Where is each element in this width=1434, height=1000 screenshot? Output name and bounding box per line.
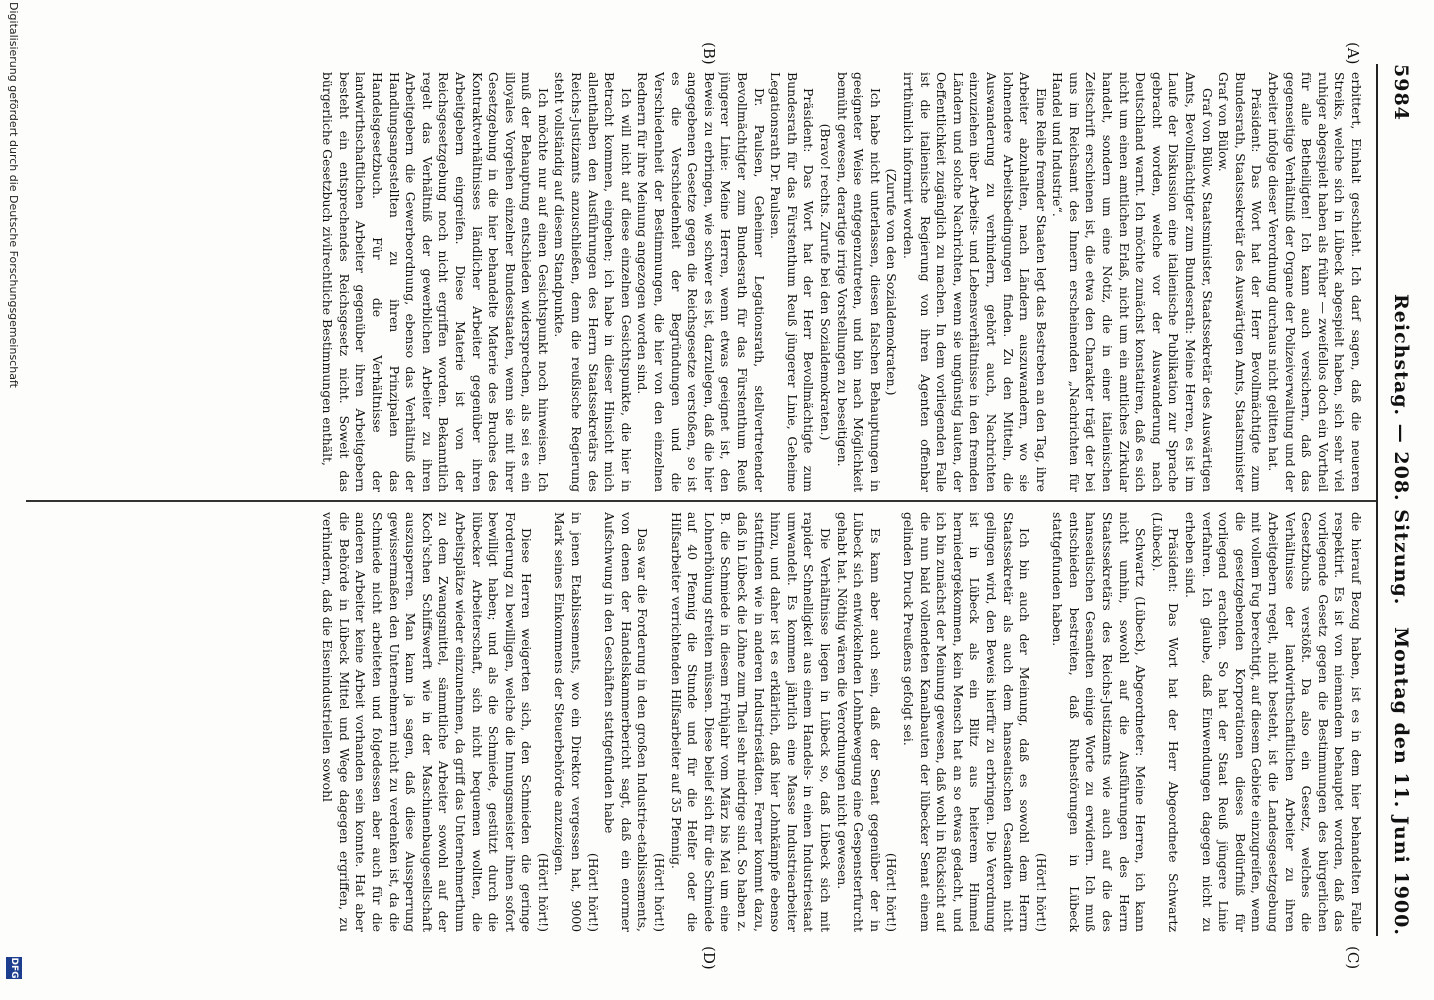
paragraph: Dr. Paulsen, Geheimer Legationsrath, stellvertretender Bevollmächtigter zum Bundesrath für das Fürstenthum Reuß jüngerer Linie: Meine Herren, wenn etwas geeignet ist, den Beweis zu erbringen, wie schwer es ist, darzulegen, daß die hier angegebenen Gesetze gegen die Reichsgesetze verstoßen, so ist es die Verschiedenheit der Begründungen und die Verschiedenheit der Bestimmungen, die hier von den einzelnen Rednern für ihre Meinung angezogen worden sind.	[635, 72, 767, 492]
paragraph: Schwartz (Lübeck), Abgeordneter: Meine Herren, ich kann nicht umhin, sowohl auf die Ausführungen des Herrn Staatssekretärs des Reichs-Justizamts wie auch auf die des hanseatischen Gesandten einige Worte zu erwidern. Ich muß entschieden bestreiten, daß Ruhestörungen in Lübeck stattgefunden haben.	[1050, 512, 1149, 932]
paragraph: die hierauf Bezug haben, ist es in dem hier behandelten Falle respektirt. Es ist von niemandem behauptet worden, daß das vorliegende Gesetz gegen die Bestimmungen des bürgerlichen Gesetzbuchs verstößt. Da also ein Gesetz, welches die Verhältnisse der landwirthschaftlichen Arbeiter zu ihren Arbeitgebern regelt, nicht besteht, ist die Landesgesetzgebung mit vollem Fug berechtigt, auf diesem Gebiete einzugreifen, wenn die gesetzgebenden Korporationen dieses Bedürfniß für vorliegend erachten. So hat der Staat Reuß jüngere Linie verfahren. Ich glaube, daß Einwendungen dagegen nicht zu erheben sind.	[1183, 512, 1364, 932]
column-divider	[26, 500, 1376, 502]
paragraph: Ich habe nicht unterlassen, diesen falschen Behauptungen in geeigneter Weise entgegenzutreten, und bin nach Möglichkeit bemüht gewesen, derartige irrige Vorstellungen zu beseitigen.	[834, 72, 883, 492]
paragraph: Es kann aber auch sein, daß der Senat gegenüber der in Lübeck sich entwickelnden Lohnbewegung eine Gespensterfurcht gehabt hat. Nöthig wären die Verordnungen nicht gewesen.	[834, 512, 883, 932]
paragraph: Präsident: Das Wort hat der Herr Abgeordnete Schwartz (Lübeck).	[1149, 512, 1182, 932]
paragraph: Die Verhältnisse liegen in Lübeck so, daß Lübeck sich mit rapider Schnelligkeit aus einem Handels- in einen Industriestaat umwandelt. Es kommen jährlich eine Masse Industriearbeiter hinzu, und daher ist es erklärlich, daß hier Lohnkämpfe ebenso stattfinden wie in anderen Industriestädten. Ferner kommt dazu, daß in Lübeck die Löhne zum Theil sehr niedrige sind. So haben z. B. die Schmiede in diesem Frühjahr vom März bis Mai um eine Lohnerhöhung streiten müssen. Diese belief sich für die Schmiede auf 40 Pfennig die Stunde und für die Helfer oder die Hilfsarbeiter verrichtenden Hilfsarbeiter auf 35 Pfennig.	[668, 512, 833, 932]
digitization-footer	[2, 2, 24, 998]
interjection: (Bravo! rechts. Zurufe bei den Sozialdemokraten.)	[818, 123, 833, 441]
left-column	[24, 72, 1364, 492]
paragraph: Ich will nicht auf diese einzelnen Gesichtspunkte, die hier in Betracht kommen, eingehen; ich habe in dieser Hinsicht mich allenthalben den Ausführungen des Herrn Staatssekretärs des Reichs-Justizamts anzuschließen, denn die reußische Regierung steht vollständig auf diesem Standpunkte.	[552, 72, 634, 492]
funding-notice: Digitalisierung gefördert durch die Deutsche Forschungsgemeinschaft	[7, 2, 20, 388]
margin-marker-a: (A)	[1344, 42, 1362, 65]
paragraph: Eine Reihe fremder Staaten legt das Bestreben an den Tag, ihre Arbeiter abzuhalten, nach Ländern auszuwandern, wo sie lohnendere Arbeitsbedingungen finden. Zu den Mitteln, die Auswanderung zu verhindern, gehört auch, Nachrichten einzuziehen über Arbeits- und Lebensverhältnisse in den fremden Ländern und solche Nachrichten, wenn sie ungünstig lauten, der Oeffentlichkeit zugänglich zu machen. In dem vorliegenden Falle ist die italienische Regierung von ihren Agenten offenbar irrthümlich informirt worden.	[900, 72, 1049, 492]
interjection: (Hört! hört!)	[585, 852, 601, 932]
page-header	[1380, 64, 1420, 936]
paragraph: Das war die Forderung in den großen Industrie-etablissements, von denen der Handelskammerbericht sagt, daß ein enormer Aufschwung in den Geschäften stattgefunden habe	[602, 512, 651, 932]
paragraph: Präsident: Das Wort hat der Herr Bevollmächtigte zum Bundesrath für das Fürstenthum Reuß jüngerer Linie, Geheime Legationsrath Dr. Paulsen.	[768, 72, 817, 492]
paragraph: erbittert, Einhalt geschieht. Ich darf sagen, daß die neueren Streiks, welche sich in Lübeck abgespielt haben, sich sehr viel ruhiger abgespielt haben als früher — zweifellos doch ein Vortheil für alle Betheiligten! Ich kann auch versichern, daß das gegenseitige Verhältniß der Organe der Polizeiverwaltung und der Arbeiter infolge dieser Verordnung durchaus nicht gelitten hat.	[1266, 72, 1364, 492]
header-rule	[1376, 64, 1378, 936]
page-number: 5984	[1390, 64, 1412, 121]
dfg-logo-icon: DFG	[6, 957, 22, 979]
margin-marker-d: (D)	[700, 946, 718, 970]
paragraph: in jenen Etablissements, wo ein Direktor vergessen hat, 9000 Mark seines Einkommens der Steuerbehörde anzuzeigen.	[552, 512, 585, 932]
interjection: (Hört! hört!)	[652, 852, 668, 932]
paragraph: Ich möchte nur auf einen Gesichtspunkt noch hinweisen. Ich muß der Behauptung entschieden widersprechen, als sei es ein illoyales Vorgehen einzelner Bundesstaaten, wenn sie mit ihrer Gesetzgebung in die hier behandelte Materie des Bruches des Kontraktverhältnisses ländlicher Arbeiter gegenüber ihren Arbeitgebern eingreifen. Diese Materie ist von der Reichsgesetzgebung noch nicht ergriffen worden. Bekanntlich regelt das Verhältniß der gewerblichen Arbeiter zu ihren Arbeitgebern die Gewerbeordnung, ebenso das Verhältniß der Handlungsangestellten zu ihren Prinzipalen das Handelsgesetzbuch. Für die Verhältnisse der landwirthschaftlichen Arbeiter gegenüber ihren Arbeitgebern besteht ein entsprechendes Reichsgesetz nicht. Soweit das bürgerliche Gesetzbuch zivilrechtliche Bestimmungen enthält,	[320, 72, 551, 492]
paragraph: Präsident: Das Wort hat der Herr Bevollmächtigte zum Bundesrath, Staatssekretär des Auswärtigen Amts, Staatsminister Graf von Bülow.	[1216, 72, 1265, 492]
interjection: (Hört! hört!)	[535, 852, 551, 932]
session-date: Montag den 11. Juni 1900.	[1390, 627, 1412, 936]
margin-marker-b: (B)	[700, 42, 718, 65]
interjection: (Zurufe von den Sozialdemokraten.)	[884, 168, 900, 396]
margin-marker-c: (C)	[1344, 946, 1362, 970]
session-title: Reichstag. — 208. Sitzung.	[1390, 294, 1412, 606]
interjection: (Hört! hört!)	[1033, 852, 1049, 932]
right-column	[24, 512, 1364, 932]
interjection: (Hört! hört!)	[884, 852, 900, 932]
paragraph: Diese Herren weigerten sich, den Schmieden die geringe Forderung zu bewilligen, welche die Innungsmeister ihnen sofort bewilligt haben; und als die Schmiede, gestützt durch die lübecker Arbeiterschaft, sich nicht bequemen wollten, die Arbeitsplätze wieder einzunehmen, da griff das Unternehmerthum zu dem Zwangsmittel, sämmtliche Arbeiter sowohl auf der Koch'schen Schiffswerft wie in der Maschinenbaugesellschaft auszusperren. Man kann ja sagen, daß diese Aussperrung gewissermaßen den Unternehmern nicht zu verdenken ist, da die Schmiede nicht arbeiteten und folgedessen aber auch für die anderen Arbeiter keine Arbeit vorhanden sein konnte. Hat aber die Behörde in Lübeck Mittel und Wege dagegen ergriffen, zu verhindern, daß die Eisenindustriellen sowohl	[320, 512, 535, 932]
paragraph: Ich bin auch der Meinung, daß es sowohl dem Herrn Staatssekretär als auch dem hanseatischen Gesandten nicht gelingen wird, den Beweis hierfür zu erbringen. Die Verordnung ist in Lübeck als ein Blitz aus heiterem Himmel herniedergekommen, kein Mensch hat an so etwas gedacht, und ich bin zunächst der Meinung gewesen, daß wohl in Rücksicht auf die nun bald vollendeten Kanalbauten der lübecker Senat einem gelinden Druck Preußens gefolgt sei.	[900, 512, 1033, 932]
paragraph: Graf von Bülow, Staatsminister, Staatssekretär des Auswärtigen Amts, Bevollmächtigter zum Bundesrath: Meine Herren, es ist im Laufe der Diskussion eine italienische Publikation zur Sprache gebracht worden, welche vor der Auswanderung nach Deutschland warnt. Ich möchte zunächst konstatiren, daß es sich nicht um einen amtlichen Erlaß, nicht um ein amtliches Zirkular handelt, sondern um eine Notiz, die in einer italienischen Zeitschrift erschienen ist, die etwa den Charakter trägt der bei uns im Reichsamt des Innern erscheinenden „Nachrichten für Handel und Industrie“.	[1050, 72, 1215, 492]
